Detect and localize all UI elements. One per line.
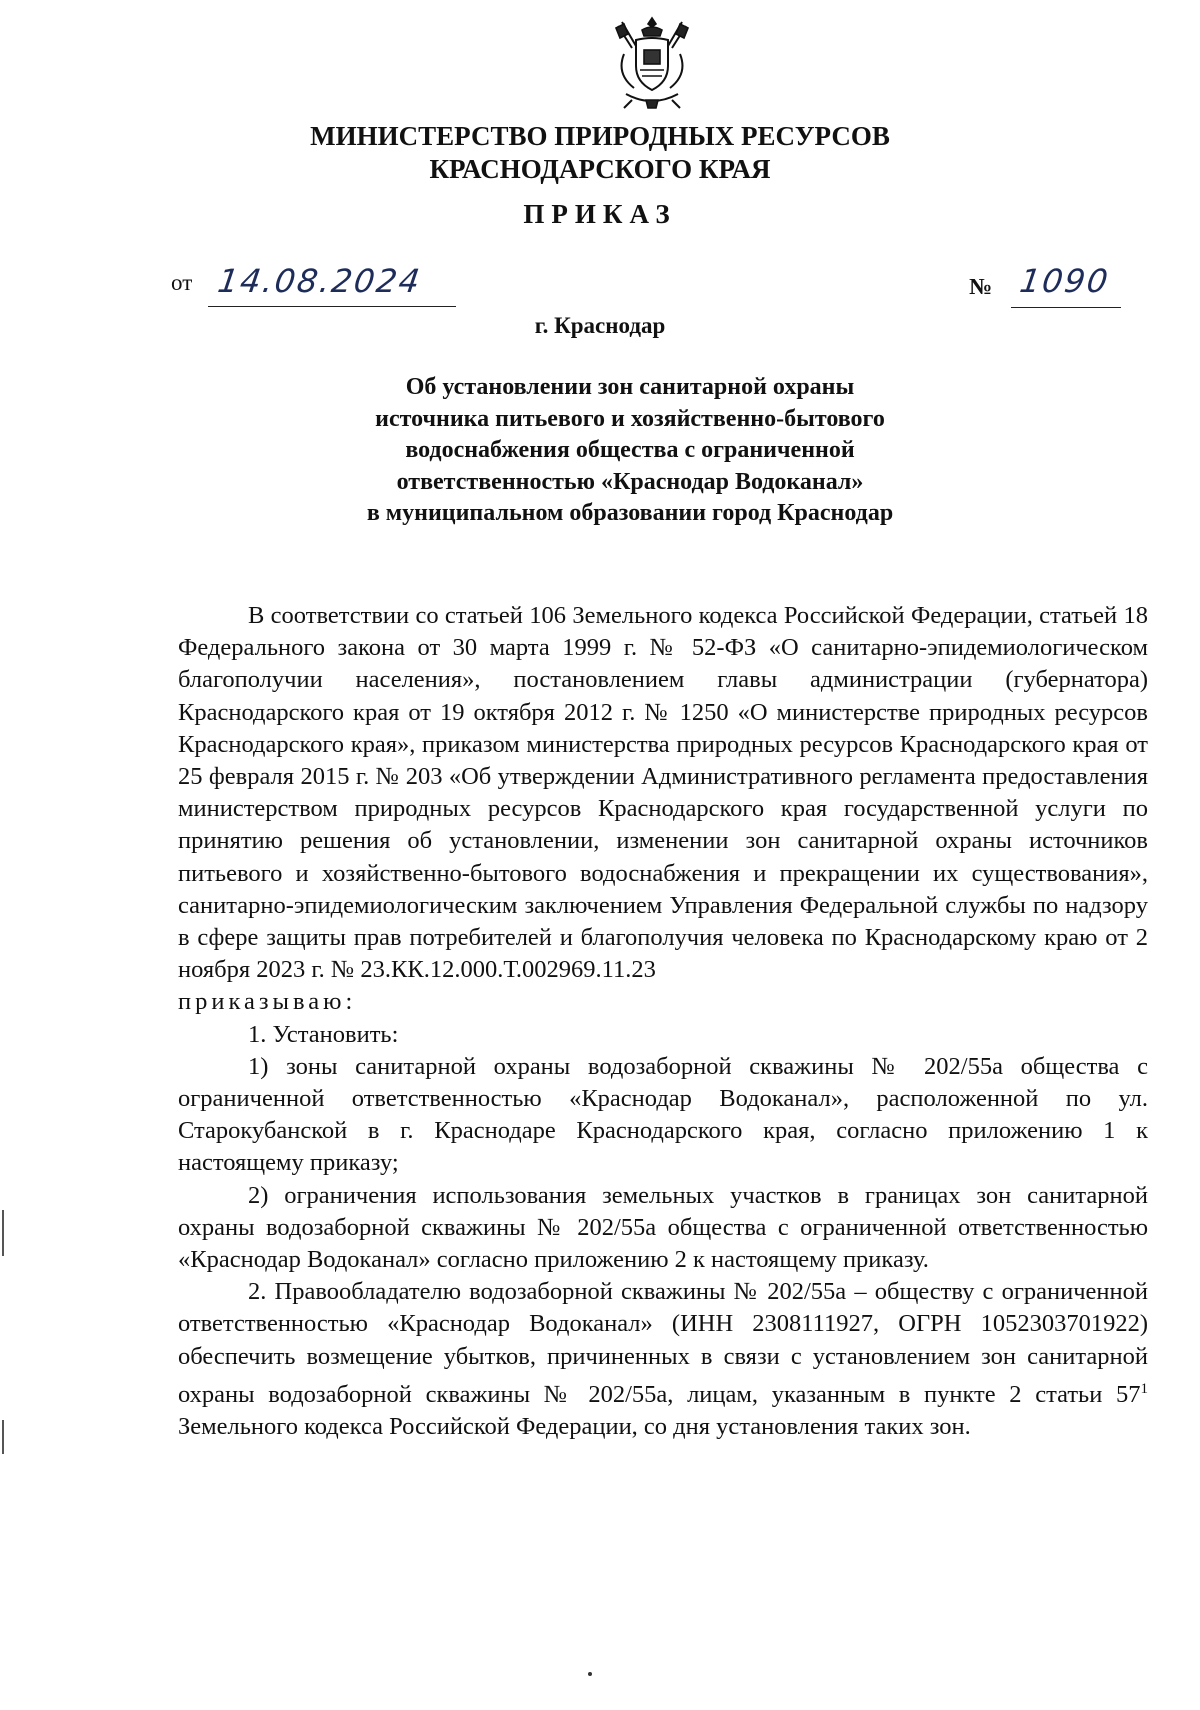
prikazyvayu: приказываю: [178,988,357,1016]
preamble-paragraph: В соответствии со статьей 106 Земельного кодекса Российской Федерации, статьей 18 Федерального закона от 30 марта 1999 г. № 52-ФЗ «О санитарно-эпидемиологическом благополучии населения», постановлением главы администрации (губернатора) Краснодарского края от 19 октября 2012 г. № 1250 «О министерстве природных ресурсов Краснодарского края», приказом министерства природных ресурсов Краснодарского края от 25 февраля 2015 г. № 203 «Об утверждении Административного регламента предоставления министерством природных ресурсов Краснодарского края государственной услуги по принятию решения об установлении, изменении зон санитарной охраны источников питьевого и хозяйственно-бытового водоснабжения и прекращении их существования», санитарно-эпидемиологическим заключением Управления Федеральной службы по надзору в сфере защиты прав потребителей и благополучия человека по Краснодарскому краю от 2 ноября 2023 г. № 23.КК.12.000.Т.002969.11.23 [178,602,1148,984]
number-value: 1090 [1017,262,1113,300]
city: г. Краснодар [534,313,666,338]
scan-dot [588,1672,592,1676]
scan-edge-mark [2,1420,4,1454]
number-underline [1011,307,1121,308]
title-line: Об установлении зон санитарной охраны [405,374,855,400]
document-type: ПРИКАЗ [523,199,677,229]
document-title [300,372,960,530]
item-2-text-end: Земельного кодекса Российской Федерации, со дня установления таких зон. [178,1413,971,1441]
number-label: № [969,274,993,299]
item-2-text: 2. Правообладателю водозаборной скважины № 202/55а – обществу с ограниченной ответственностью «Краснодар Водоканал» (ИНН 2308111927, ОГРН 1052303701922) обеспечить возмещение убытков, причиненных в связи с установлением зон санитарной охраны водозаборной скважины № 202/55а, лицам, указанным в пункте 2 статьи 57 [178,1278,1148,1409]
date-prefix: от [171,270,193,295]
scan-edge-mark [2,1210,4,1256]
ministry-line-2: КРАСНОДАРСКОГО КРАЯ [429,154,771,184]
item-1: 1. Установить: [248,1020,399,1048]
item-1-2: 2) ограничения использования земельных участков в границах зон санитарной охраны водозаборной скважины № 202/55а общества с ограниченной ответственностью «Краснодар Водоканал» согласно приложению 2 к настоящему приказу. [178,1181,1148,1274]
item-2 [178,1276,1148,1443]
date-underline [208,306,456,307]
ministry-line-1: МИНИСТЕРСТВО ПРИРОДНЫХ РЕСУРСОВ [310,121,890,151]
title-line: водоснабжения общества с ограниченной [405,437,855,463]
title-line: источника питьевого и хозяйственно-бытового [375,405,885,432]
title-line: в муниципальном образовании город Краснодар [366,500,894,526]
document-body [178,600,1148,1443]
item-1-1: 1) зоны санитарной охраны водозаборной скважины № 202/55а общества с ограниченной ответственностью «Краснодар Водоканал», расположенной по ул. Старокубанской в г. Краснодаре Краснодарского края, согласно приложению 1 к настоящему приказу; [178,1052,1148,1177]
item-2-superscript: 1 [1140,1380,1148,1397]
coat-of-arms-icon [612,14,692,114]
ministry-name [0,120,1200,186]
date-value: 14.08.2024 [215,262,424,300]
title-line: ответственностью «Краснодар Водоканал» [396,468,864,495]
